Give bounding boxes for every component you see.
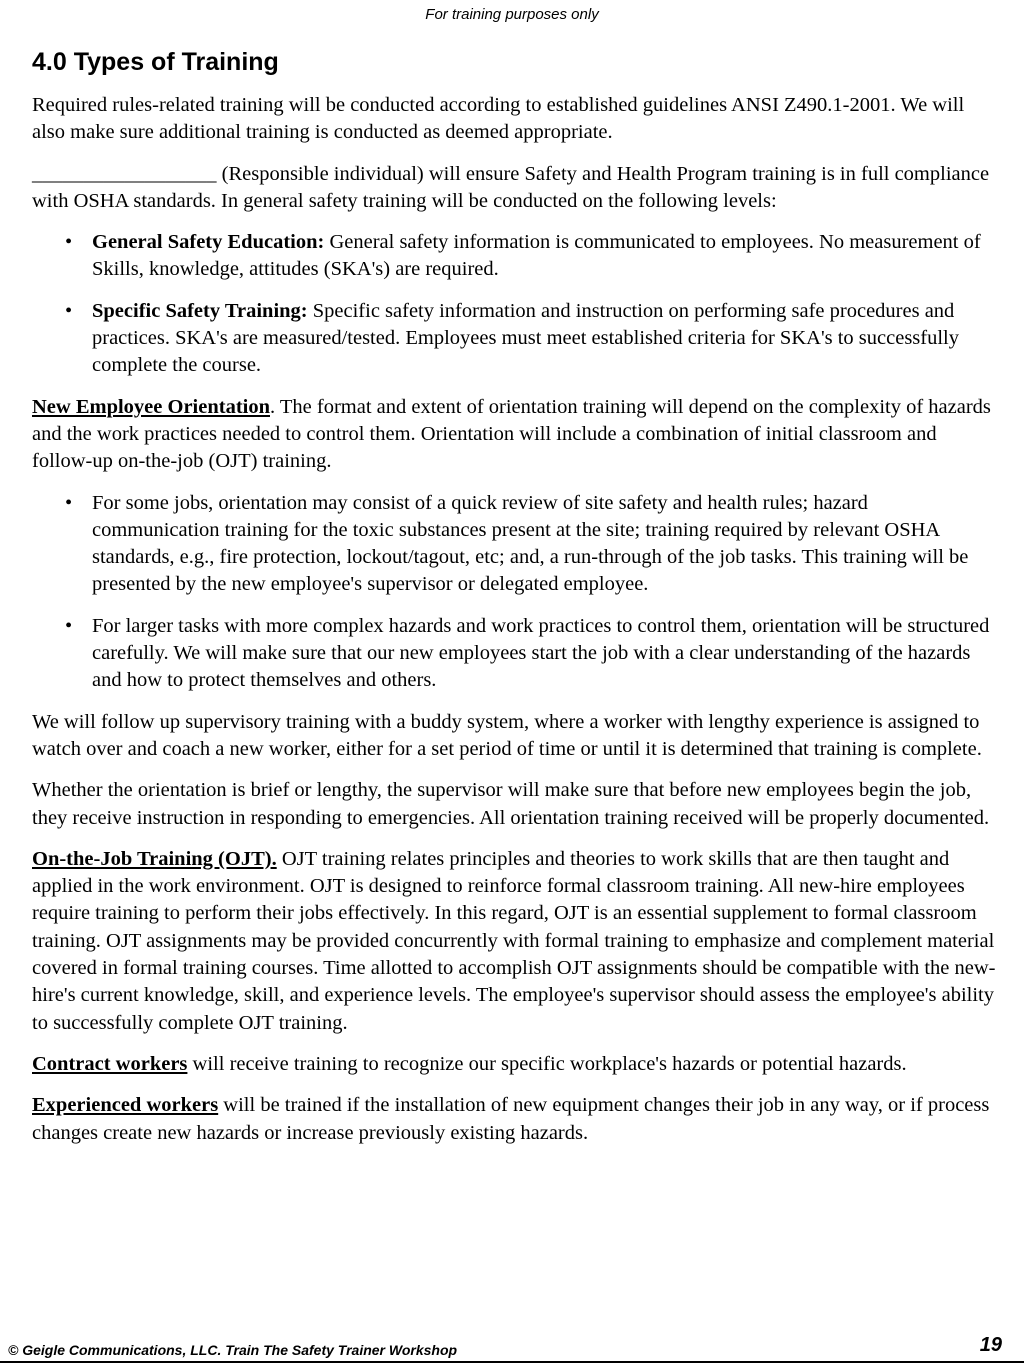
- experienced-text: will be trained if the installation of new equipment changes their job in any way, or if process changes create new hazards or increase previously existing hazards.: [32, 1094, 990, 1144]
- header-note: For training purposes only: [425, 6, 599, 23]
- orientation-paragraph: [32, 394, 998, 476]
- experienced-paragraph: [32, 1092, 998, 1147]
- contract-heading: Contract workers: [32, 1052, 188, 1075]
- orientation-heading: New Employee Orientation: [32, 395, 270, 418]
- footer-copyright: © Geigle Communications, LLC. Train The Safety Trainer Workshop: [8, 1342, 458, 1358]
- training-levels-list: [32, 229, 998, 379]
- orientation-text: . The format and extent of orientation training will depend on the complexity of hazards and the work practices needed to control them. Orientation will include a combination of initial classroom and follow-up on-the-job (OJT) training.: [32, 395, 991, 473]
- responsible-paragraph: __________________ (Responsible individual) will ensure Safety and Health Program training is in full compliance with OSHA standards. In general safety training will be conducted on the following levels:: [32, 162, 990, 212]
- list-item: [32, 490, 998, 599]
- bullet-icon: •: [65, 614, 73, 637]
- level-text: General safety information is communicated to employees. No measurement of Skills, knowledge, attitudes (SKA's) are required.: [92, 231, 981, 281]
- orientation-bullet-text: For larger tasks with more complex hazards and work practices to control them, orientation will be structured carefully. We will make sure that our new employees start the job with a clear understanding of the hazards and how to protect themselves and others.: [92, 614, 990, 692]
- orientation-list: [32, 490, 998, 695]
- level-term: General Safety Education:: [92, 231, 325, 254]
- orientation-bullet-text: For some jobs, orientation may consist of a quick review of site safety and health rules; hazard communication training for the toxic substances present at the site; training required by relevant OSHA standards, e.g., fire protection, lockout/tagout, etc; and, a run-through of the job tasks. This training will be presented by the new employee's supervisor or delegated employee.: [92, 491, 969, 596]
- footer-divider: [0, 1361, 1024, 1363]
- bullet-icon: •: [65, 299, 73, 322]
- ojt-heading: On-the-Job Training (OJT).: [32, 847, 277, 870]
- level-term: Specific Safety Training:: [92, 299, 308, 322]
- document-body: [32, 46, 998, 1161]
- contract-paragraph: [32, 1051, 998, 1078]
- intro-paragraph: Required rules-related training will be conducted according to established guidelines ANSI Z490.1-2001. We will also make sure additional training is conducted as deemed appropriate.: [32, 94, 965, 144]
- experienced-heading: Experienced workers: [32, 1094, 219, 1117]
- list-item: [32, 613, 998, 695]
- ojt-text: OJT training relates principles and theories to work skills that are then taught and applied in the work environment. OJT is designed to reinforce formal classroom training. All new-hire employees require training to perform their jobs effectively. In this regard, OJT is an essential supplement to formal classroom training. OJT assignments may be provided concurrently with formal training to emphasize and complement material covered in formal training courses. Time allotted to accomplish OJT assignments should be compatible with the new-hire's current knowledge, skill, and experience levels. The employee's supervisor should assess the employee's ability to successfully complete OJT training.: [32, 847, 996, 1034]
- buddy-paragraph: We will follow up supervisory training with a buddy system, where a worker with lengthy experience is assigned to watch over and coach a new worker, either for a set period of time or until it is determined that training is complete.: [32, 710, 982, 760]
- ojt-paragraph: [32, 846, 998, 1037]
- page-number: 19: [979, 1334, 1002, 1356]
- section-title: 4.0 Types of Training: [32, 48, 279, 76]
- bullet-icon: •: [65, 491, 73, 514]
- emergency-paragraph: Whether the orientation is brief or lengthy, the supervisor will make sure that before new employees begin the job, they receive instruction in responding to emergencies. All orientation training received will be properly documented.: [32, 779, 990, 829]
- contract-text: will receive training to recognize our specific workplace's hazards or potential hazards.: [187, 1052, 907, 1075]
- level-text: Specific safety information and instruction on performing safe procedures and practices. SKA's are measured/tested. Employees must meet established criteria for SKA's to successfully complete the course.: [92, 299, 960, 377]
- bullet-icon: •: [65, 231, 73, 254]
- list-item: [32, 229, 998, 284]
- list-item: [32, 298, 998, 380]
